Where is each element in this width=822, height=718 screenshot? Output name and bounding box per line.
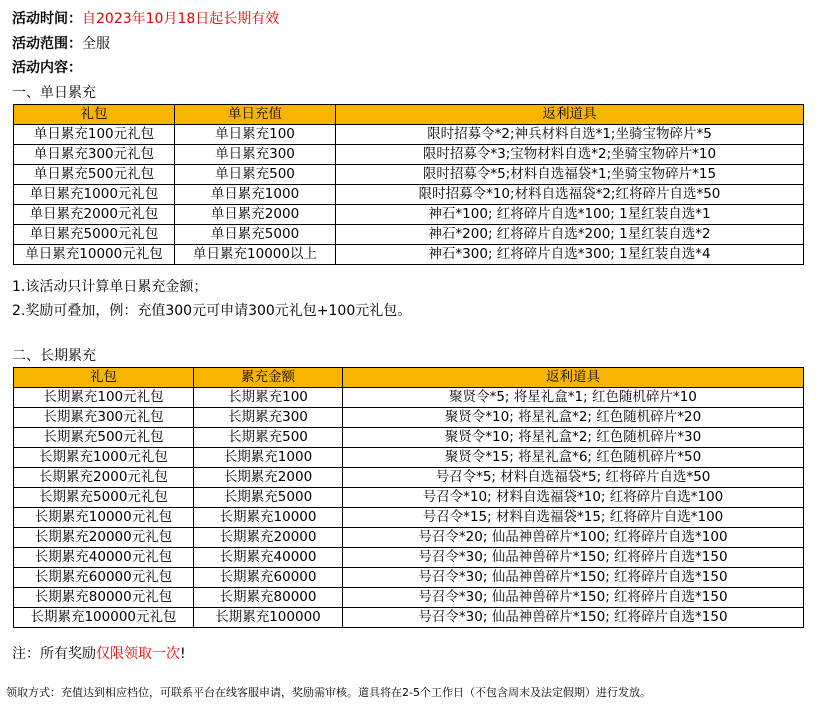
note-suffix: ! [180, 646, 186, 662]
amount-cell: 长期累充80000 [194, 588, 343, 608]
col-header-package: 礼包 [14, 105, 175, 125]
amount-cell: 长期累充1000 [194, 448, 343, 468]
amount-cell: 长期累充40000 [194, 548, 343, 568]
activity-content-label: 活动内容： [12, 60, 82, 76]
package-cell: 单日累充1000元礼包 [14, 185, 175, 205]
package-cell: 长期累充40000元礼包 [14, 548, 194, 568]
table-row [14, 588, 804, 608]
activity-time-label: 活动时间： [12, 11, 82, 27]
amount-cell: 单日累充10000以上 [175, 245, 336, 265]
table-row [14, 508, 804, 528]
amount-cell: 单日累充5000 [175, 225, 336, 245]
package-cell: 单日累充10000元礼包 [14, 245, 175, 265]
package-cell: 长期累充500元礼包 [14, 428, 194, 448]
amount-cell: 长期累充2000 [194, 468, 343, 488]
package-cell: 长期累充300元礼包 [14, 408, 194, 428]
package-cell: 单日累充2000元礼包 [14, 205, 175, 225]
section1-title: 一、单日累充 [12, 85, 96, 101]
amount-cell: 单日累充1000 [175, 185, 336, 205]
section1-note-1: 1.该活动只计算单日累充金额； [12, 279, 208, 295]
rewards-cell: 神石*300; 红将碎片自选*300; 1星红装自选*4 [336, 245, 804, 265]
table-header-row [14, 105, 804, 125]
rewards-cell: 聚贤令*15; 将星礼盒*6; 红色随机碎片*50 [343, 448, 804, 468]
package-cell: 长期累充1000元礼包 [14, 448, 194, 468]
daily-recharge-table [13, 104, 804, 265]
amount-cell: 长期累充100 [194, 388, 343, 408]
amount-cell: 单日累充500 [175, 165, 336, 185]
package-cell: 单日累充300元礼包 [14, 145, 175, 165]
table-row [14, 388, 804, 408]
rewards-cell: 号召令*20; 仙品神兽碎片*100; 红将碎片自选*100 [343, 528, 804, 548]
amount-cell: 单日累充2000 [175, 205, 336, 225]
amount-cell: 长期累充100000 [194, 608, 343, 628]
table-row [14, 408, 804, 428]
rewards-cell: 限时招募令*5;材料自选福袋*1;坐骑宝物碎片*15 [336, 165, 804, 185]
rewards-cell: 号召令*10; 材料自选福袋*10; 红将碎片自选*100 [343, 488, 804, 508]
amount-cell: 长期累充20000 [194, 528, 343, 548]
table-row [14, 185, 804, 205]
note-prefix: 注：所有奖励 [12, 646, 96, 662]
activity-time [12, 10, 279, 28]
rewards-cell: 号召令*5; 材料自选福袋*5; 红将碎片自选*50 [343, 468, 804, 488]
table-row [14, 205, 804, 225]
activity-scope [12, 35, 110, 53]
amount-cell: 长期累充10000 [194, 508, 343, 528]
amount-cell: 单日累充300 [175, 145, 336, 165]
rewards-cell: 聚贤令*5; 将星礼盒*1; 红色随机碎片*10 [343, 388, 804, 408]
note-highlight: 仅限领取一次 [96, 646, 180, 662]
rewards-cell: 限时招募令*3;宝物材料自选*2;坐骑宝物碎片*10 [336, 145, 804, 165]
col-header-recharge: 单日充值 [175, 105, 336, 125]
col-header-rewards: 返利道具 [336, 105, 804, 125]
table-row [14, 145, 804, 165]
rewards-cell: 号召令*30; 仙品神兽碎片*150; 红将碎片自选*150 [343, 588, 804, 608]
rewards-cell: 号召令*30; 仙品神兽碎片*150; 红将碎片自选*150 [343, 608, 804, 628]
table-row [14, 165, 804, 185]
col-header-amount: 累充金额 [194, 368, 343, 388]
table-row [14, 608, 804, 628]
section1-note-2: 2.奖励可叠加，例：充值300元可申请300元礼包+100元礼包。 [12, 303, 412, 319]
claim-method-footer: 领取方式：充值达到相应档位，可联系平台在线客服申请，奖励需审核。道具将在2-5个工作日（不包含周末及法定假期）进行发放。 [6, 686, 651, 699]
table-row [14, 448, 804, 468]
section2-note [12, 643, 186, 663]
activity-time-value: 自2023年10月18日起长期有效 [82, 11, 280, 27]
table-row [14, 428, 804, 448]
rewards-cell: 聚贤令*10; 将星礼盒*2; 红色随机碎片*30 [343, 428, 804, 448]
rewards-cell: 限时招募令*10;材料自选福袋*2;红将碎片自选*50 [336, 185, 804, 205]
amount-cell: 长期累充60000 [194, 568, 343, 588]
col-header-package: 礼包 [14, 368, 194, 388]
section2-title: 二、长期累充 [12, 348, 96, 364]
package-cell: 长期累充10000元礼包 [14, 508, 194, 528]
package-cell: 长期累充5000元礼包 [14, 488, 194, 508]
table-row [14, 125, 804, 145]
package-cell: 长期累充2000元礼包 [14, 468, 194, 488]
amount-cell: 长期累充5000 [194, 488, 343, 508]
table-row [14, 488, 804, 508]
table-row [14, 245, 804, 265]
table-row [14, 548, 804, 568]
rewards-cell: 神石*100; 红将碎片自选*100; 1星红装自选*1 [336, 205, 804, 225]
package-cell: 长期累充100000元礼包 [14, 608, 194, 628]
table-header-row [14, 368, 804, 388]
package-cell: 长期累充100元礼包 [14, 388, 194, 408]
activity-content [12, 59, 82, 77]
col-header-rewards: 返利道具 [343, 368, 804, 388]
package-cell: 长期累充60000元礼包 [14, 568, 194, 588]
rewards-cell: 聚贤令*10; 将星礼盒*2; 红色随机碎片*20 [343, 408, 804, 428]
activity-scope-value: 全服 [82, 36, 110, 52]
package-cell: 单日累充100元礼包 [14, 125, 175, 145]
rewards-cell: 限时招募令*2;神兵材料自选*1;坐骑宝物碎片*5 [336, 125, 804, 145]
rewards-cell: 神石*200; 红将碎片自选*200; 1星红装自选*2 [336, 225, 804, 245]
table-row [14, 568, 804, 588]
package-cell: 单日累充500元礼包 [14, 165, 175, 185]
activity-scope-label: 活动范围： [12, 36, 82, 52]
table-row [14, 528, 804, 548]
package-cell: 长期累充80000元礼包 [14, 588, 194, 608]
rewards-cell: 号召令*30; 仙品神兽碎片*150; 红将碎片自选*150 [343, 568, 804, 588]
package-cell: 单日累充5000元礼包 [14, 225, 175, 245]
amount-cell: 长期累充300 [194, 408, 343, 428]
cumulative-recharge-table [13, 367, 804, 628]
amount-cell: 单日累充100 [175, 125, 336, 145]
package-cell: 长期累充20000元礼包 [14, 528, 194, 548]
rewards-cell: 号召令*15; 材料自选福袋*15; 红将碎片自选*100 [343, 508, 804, 528]
rewards-cell: 号召令*30; 仙品神兽碎片*150; 红将碎片自选*150 [343, 548, 804, 568]
table-row [14, 468, 804, 488]
amount-cell: 长期累充500 [194, 428, 343, 448]
table-row [14, 225, 804, 245]
